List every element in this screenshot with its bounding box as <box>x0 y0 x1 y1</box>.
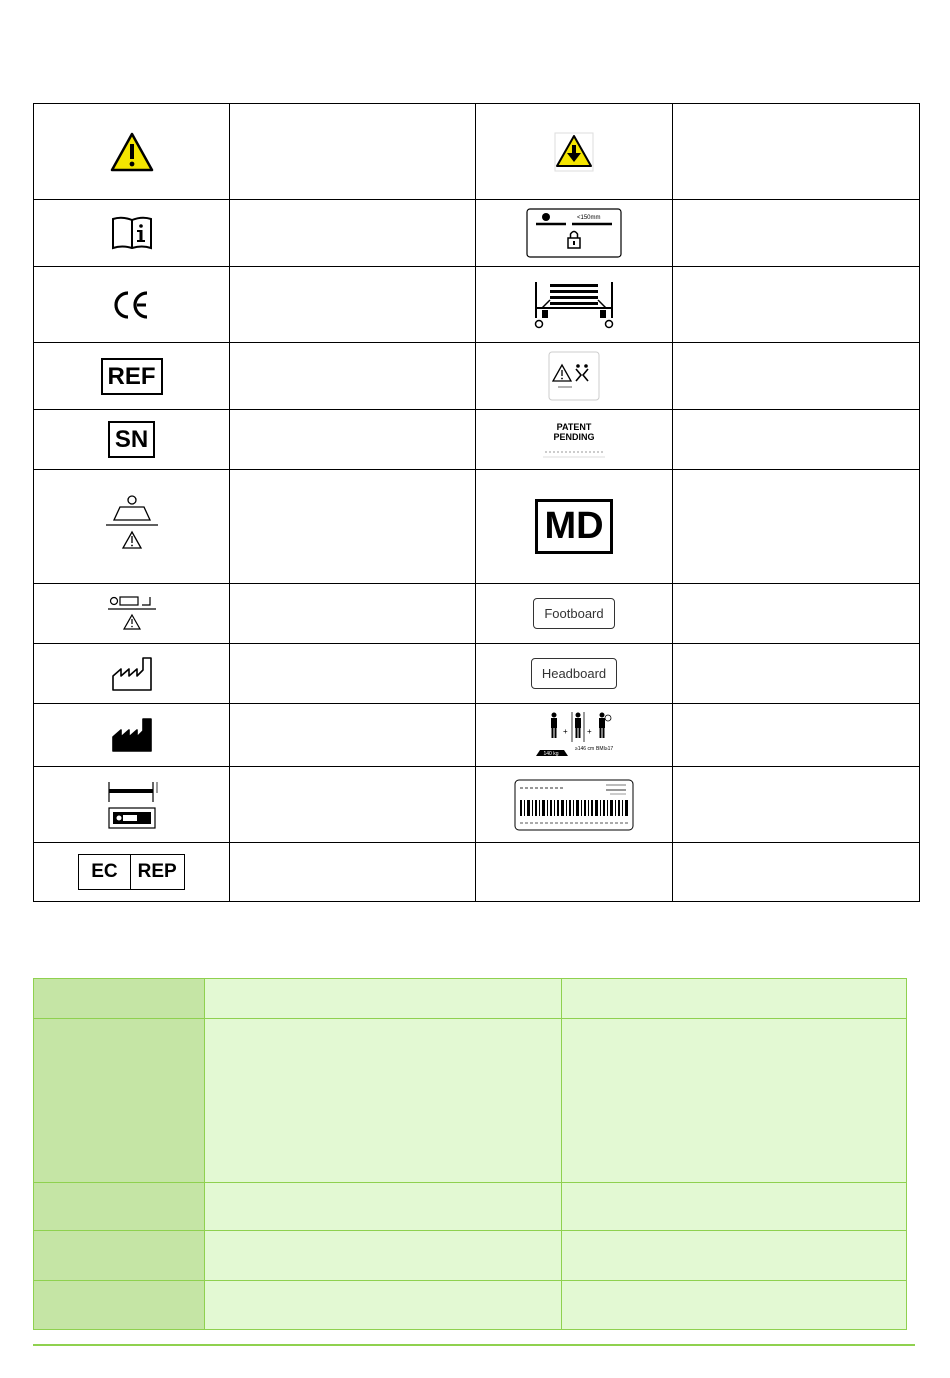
description-cell <box>673 470 920 584</box>
green-cell <box>205 979 562 1019</box>
lock-distance-text: <150mm <box>577 215 601 221</box>
patient-requirements-icon <box>526 712 622 758</box>
green-cell <box>562 979 907 1019</box>
headboard-label-icon: Headboard <box>531 658 617 689</box>
sn-icon: SN <box>108 421 155 458</box>
description-cell <box>673 843 920 902</box>
symbol-cell <box>34 843 230 902</box>
description-cell <box>230 584 476 644</box>
description-cell <box>673 267 920 343</box>
symbol-cell <box>34 470 230 584</box>
safe-working-load-icon <box>104 494 160 560</box>
symbol-cell <box>476 470 673 584</box>
bed-side-rails-icon <box>528 278 620 332</box>
symbol-cell <box>34 104 230 200</box>
green-header-cell <box>34 1019 205 1183</box>
symbol-cell <box>476 644 673 704</box>
description-cell <box>230 267 476 343</box>
symbol-cell <box>34 200 230 267</box>
ec-rep-icon <box>78 854 184 890</box>
symbol-cell <box>476 200 673 267</box>
green-cell <box>562 1019 907 1183</box>
description-cell <box>230 104 476 200</box>
lock-label-icon <box>526 208 622 258</box>
height-text: ≥146 cm <box>575 746 595 752</box>
footboard-label-icon: Footboard <box>533 598 614 629</box>
description-cell <box>230 843 476 902</box>
ce-mark-icon <box>111 288 153 322</box>
description-cell <box>673 767 920 843</box>
manufacture-date-icon <box>111 656 153 692</box>
instructions-book-icon <box>110 215 154 251</box>
green-cell <box>205 1281 562 1330</box>
symbol-cell <box>476 704 673 767</box>
entrapment-warning-icon <box>548 351 600 401</box>
green-header-cell <box>34 1231 205 1281</box>
description-cell <box>673 200 920 267</box>
warning-triangle-icon <box>110 132 154 172</box>
green-header-cell <box>34 1183 205 1231</box>
symbol-cell <box>34 267 230 343</box>
description-cell <box>230 200 476 267</box>
warning-down-arrow-icon <box>554 132 594 172</box>
symbol-cell <box>476 843 673 902</box>
description-cell <box>673 410 920 470</box>
symbol-cell <box>34 767 230 843</box>
symbol-cell <box>34 343 230 410</box>
description-cell <box>673 343 920 410</box>
green-header-cell <box>34 979 205 1019</box>
symbol-cell <box>34 410 230 470</box>
symbol-cell <box>34 704 230 767</box>
svg-text:+: + <box>563 727 568 736</box>
symbol-cell <box>476 343 673 410</box>
green-header-cell <box>34 1281 205 1330</box>
patent-pending-icon <box>541 421 607 459</box>
bmi-text: BMI≥17 <box>596 746 614 752</box>
description-cell <box>230 470 476 584</box>
green-table <box>33 978 907 1330</box>
green-cell <box>205 1231 562 1281</box>
symbol-cell <box>476 104 673 200</box>
description-cell <box>230 644 476 704</box>
weight-text: 140 kg <box>543 751 559 757</box>
description-cell <box>673 584 920 644</box>
bed-position-warning-icon <box>106 595 158 633</box>
green-cell <box>205 1183 562 1231</box>
ref-icon: REF <box>101 358 163 395</box>
symbol-cell <box>476 767 673 843</box>
symbol-cell <box>34 644 230 704</box>
symbol-cell <box>476 584 673 644</box>
symbol-cell <box>476 267 673 343</box>
symbols-table <box>33 103 920 902</box>
rep-text: REP <box>137 861 177 882</box>
symbol-cell <box>34 584 230 644</box>
manufacturer-icon <box>111 717 153 753</box>
description-cell <box>230 410 476 470</box>
bed-dimensions-icon <box>105 778 159 832</box>
green-cell <box>562 1231 907 1281</box>
patent-line1: PATENT <box>556 421 592 432</box>
md-icon: MD <box>535 499 612 554</box>
symbol-cell <box>476 410 673 470</box>
footer-divider <box>33 1344 915 1346</box>
description-cell <box>230 704 476 767</box>
description-cell <box>673 644 920 704</box>
description-cell <box>673 104 920 200</box>
ec-text: EC <box>79 855 130 889</box>
patent-line2: PENDING <box>553 431 595 442</box>
green-cell <box>562 1183 907 1231</box>
green-cell <box>205 1019 562 1183</box>
svg-text:+: + <box>587 727 592 736</box>
description-cell <box>230 343 476 410</box>
description-cell <box>673 704 920 767</box>
description-cell <box>230 767 476 843</box>
product-barcode-label-icon <box>514 779 634 831</box>
green-cell <box>562 1281 907 1330</box>
